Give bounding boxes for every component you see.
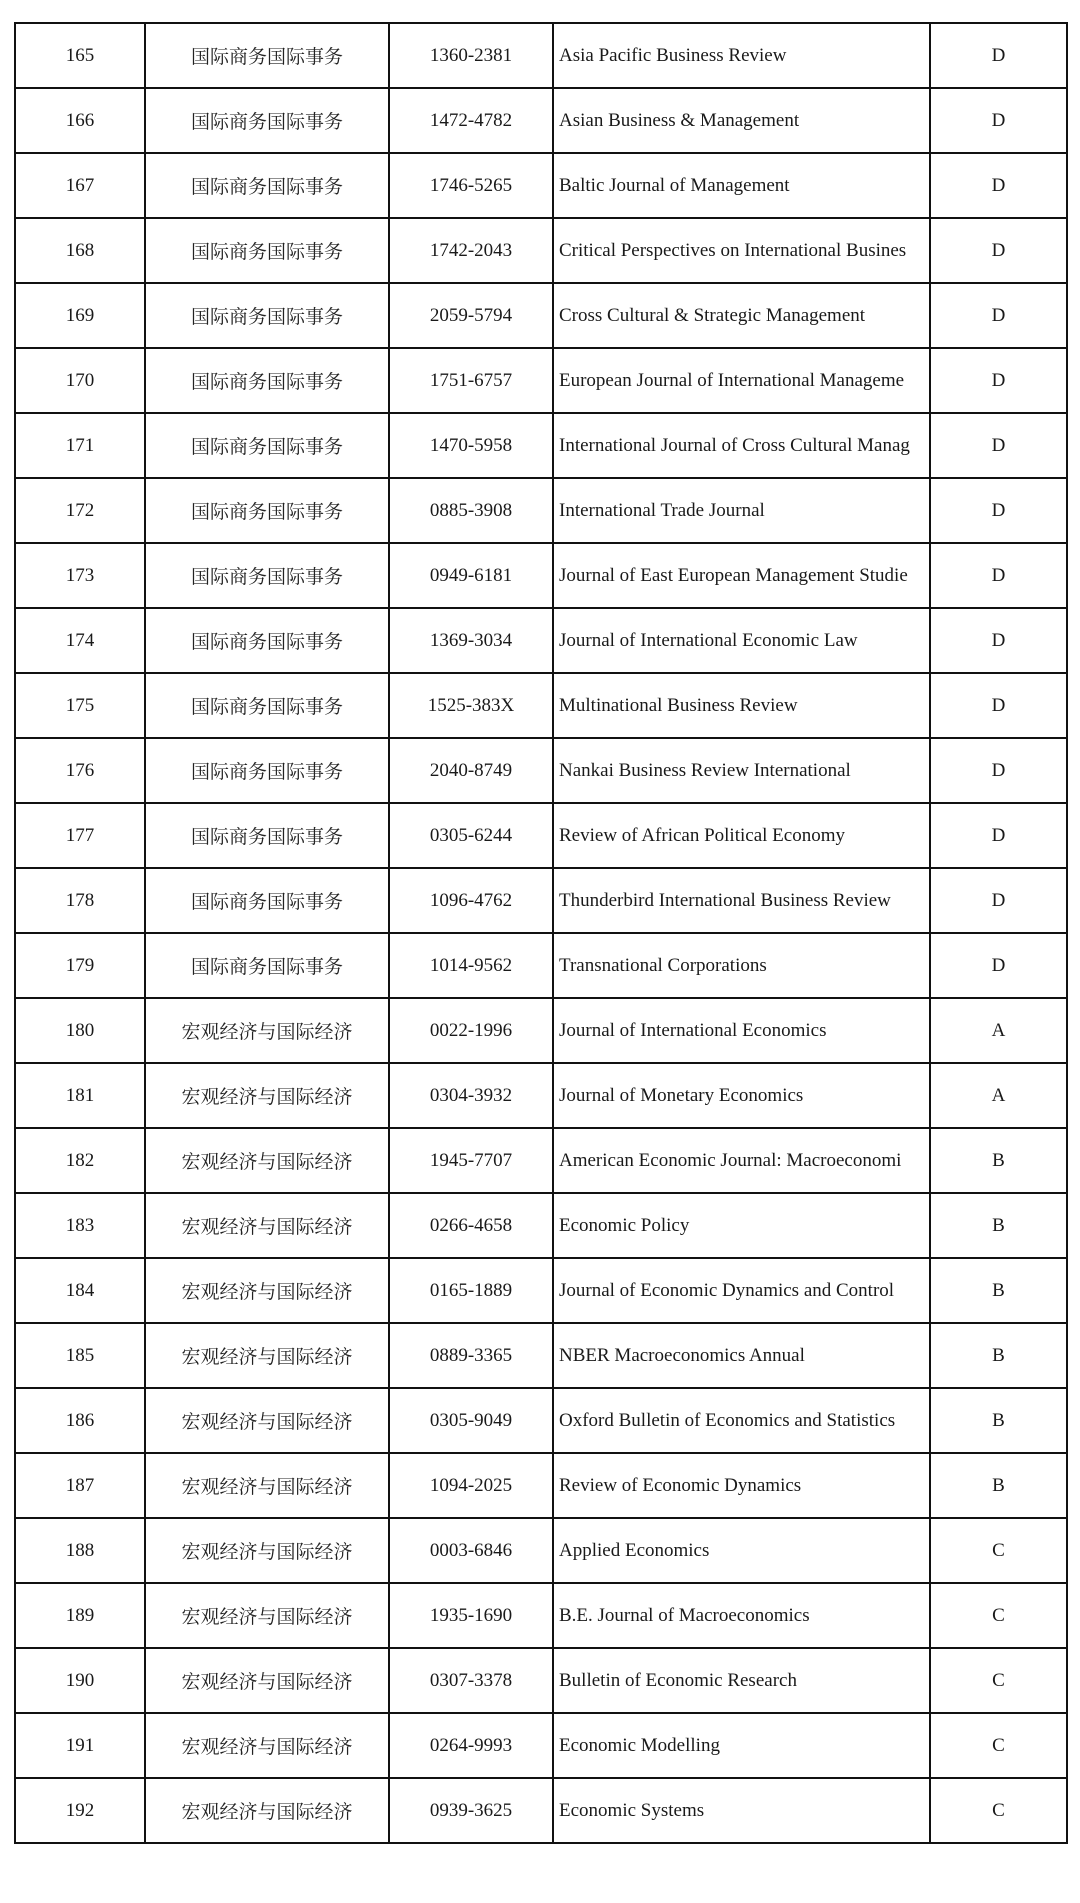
table-row bbox=[15, 868, 1067, 933]
journal-name-cell: Journal of Economic Dynamics and Control bbox=[553, 1258, 930, 1323]
issn-cell: 1369-3034 bbox=[389, 608, 553, 673]
row-number: 172 bbox=[15, 478, 145, 543]
journal-name-cell: B.E. Journal of Macroeconomics bbox=[553, 1583, 930, 1648]
issn-cell: 1094-2025 bbox=[389, 1453, 553, 1518]
row-number: 173 bbox=[15, 543, 145, 608]
category-cell: 国际商务国际事务 bbox=[145, 478, 389, 543]
row-number: 171 bbox=[15, 413, 145, 478]
row-number: 191 bbox=[15, 1713, 145, 1778]
journal-name-cell: Economic Policy bbox=[553, 1193, 930, 1258]
journal-name-cell: NBER Macroeconomics Annual bbox=[553, 1323, 930, 1388]
rank-cell: D bbox=[930, 218, 1067, 283]
journal-name-cell: Cross Cultural & Strategic Management bbox=[553, 283, 930, 348]
issn-cell: 0165-1889 bbox=[389, 1258, 553, 1323]
rank-cell: D bbox=[930, 738, 1067, 803]
issn-cell: 1470-5958 bbox=[389, 413, 553, 478]
issn-cell: 2040-8749 bbox=[389, 738, 553, 803]
table-row bbox=[15, 283, 1067, 348]
journal-name-cell: Critical Perspectives on International Busines bbox=[553, 218, 930, 283]
table-row bbox=[15, 1518, 1067, 1583]
issn-cell: 1360-2381 bbox=[389, 23, 553, 88]
rank-cell: D bbox=[930, 478, 1067, 543]
issn-cell: 1472-4782 bbox=[389, 88, 553, 153]
category-cell: 国际商务国际事务 bbox=[145, 933, 389, 998]
category-cell: 宏观经济与国际经济 bbox=[145, 1713, 389, 1778]
rank-cell: D bbox=[930, 673, 1067, 738]
table-row bbox=[15, 1323, 1067, 1388]
row-number: 181 bbox=[15, 1063, 145, 1128]
rank-cell: B bbox=[930, 1453, 1067, 1518]
rank-cell: C bbox=[930, 1778, 1067, 1843]
row-number: 188 bbox=[15, 1518, 145, 1583]
issn-cell: 0304-3932 bbox=[389, 1063, 553, 1128]
row-number: 176 bbox=[15, 738, 145, 803]
row-number: 186 bbox=[15, 1388, 145, 1453]
journal-name-cell: European Journal of International Manageme bbox=[553, 348, 930, 413]
row-number: 192 bbox=[15, 1778, 145, 1843]
rank-cell: D bbox=[930, 88, 1067, 153]
rank-cell: D bbox=[930, 608, 1067, 673]
table-row bbox=[15, 1648, 1067, 1713]
issn-cell: 0885-3908 bbox=[389, 478, 553, 543]
table-row bbox=[15, 413, 1067, 478]
journal-name-cell: Journal of East European Management Studie bbox=[553, 543, 930, 608]
rank-cell: C bbox=[930, 1648, 1067, 1713]
issn-cell: 0307-3378 bbox=[389, 1648, 553, 1713]
table-row bbox=[15, 998, 1067, 1063]
issn-cell: 0264-9993 bbox=[389, 1713, 553, 1778]
category-cell: 宏观经济与国际经济 bbox=[145, 1648, 389, 1713]
issn-cell: 2059-5794 bbox=[389, 283, 553, 348]
issn-cell: 0266-4658 bbox=[389, 1193, 553, 1258]
table-row bbox=[15, 1713, 1067, 1778]
row-number: 174 bbox=[15, 608, 145, 673]
journal-name-cell: Thunderbird International Business Review bbox=[553, 868, 930, 933]
rank-cell: C bbox=[930, 1713, 1067, 1778]
category-cell: 国际商务国际事务 bbox=[145, 23, 389, 88]
journal-name-cell: Asian Business & Management bbox=[553, 88, 930, 153]
category-cell: 国际商务国际事务 bbox=[145, 348, 389, 413]
row-number: 190 bbox=[15, 1648, 145, 1713]
rank-cell: B bbox=[930, 1193, 1067, 1258]
issn-cell: 0305-6244 bbox=[389, 803, 553, 868]
journal-name-cell: Asia Pacific Business Review bbox=[553, 23, 930, 88]
table-row bbox=[15, 543, 1067, 608]
rank-cell: B bbox=[930, 1258, 1067, 1323]
journal-name-cell: Bulletin of Economic Research bbox=[553, 1648, 930, 1713]
journal-name-cell: Multinational Business Review bbox=[553, 673, 930, 738]
rank-cell: A bbox=[930, 998, 1067, 1063]
table-row bbox=[15, 608, 1067, 673]
category-cell: 国际商务国际事务 bbox=[145, 673, 389, 738]
row-number: 179 bbox=[15, 933, 145, 998]
table-row bbox=[15, 1193, 1067, 1258]
journal-name-cell: Economic Systems bbox=[553, 1778, 930, 1843]
table-row bbox=[15, 478, 1067, 543]
category-cell: 宏观经济与国际经济 bbox=[145, 1583, 389, 1648]
table-row bbox=[15, 1453, 1067, 1518]
category-cell: 国际商务国际事务 bbox=[145, 413, 389, 478]
table-row bbox=[15, 1388, 1067, 1453]
journal-name-cell: Applied Economics bbox=[553, 1518, 930, 1583]
table-row bbox=[15, 218, 1067, 283]
category-cell: 宏观经济与国际经济 bbox=[145, 1258, 389, 1323]
journal-name-cell: Oxford Bulletin of Economics and Statistics bbox=[553, 1388, 930, 1453]
rank-cell: D bbox=[930, 868, 1067, 933]
rank-cell: D bbox=[930, 283, 1067, 348]
journal-name-cell: Journal of International Economic Law bbox=[553, 608, 930, 673]
category-cell: 国际商务国际事务 bbox=[145, 868, 389, 933]
row-number: 177 bbox=[15, 803, 145, 868]
row-number: 184 bbox=[15, 1258, 145, 1323]
rank-cell: B bbox=[930, 1128, 1067, 1193]
issn-cell: 0889-3365 bbox=[389, 1323, 553, 1388]
category-cell: 宏观经济与国际经济 bbox=[145, 1453, 389, 1518]
journal-name-cell: International Trade Journal bbox=[553, 478, 930, 543]
category-cell: 宏观经济与国际经济 bbox=[145, 1128, 389, 1193]
table-row bbox=[15, 88, 1067, 153]
issn-cell: 0305-9049 bbox=[389, 1388, 553, 1453]
rank-cell: C bbox=[930, 1518, 1067, 1583]
category-cell: 宏观经济与国际经济 bbox=[145, 1388, 389, 1453]
row-number: 185 bbox=[15, 1323, 145, 1388]
journal-ranking-table bbox=[14, 22, 1068, 1844]
journal-name-cell: Baltic Journal of Management bbox=[553, 153, 930, 218]
row-number: 187 bbox=[15, 1453, 145, 1518]
row-number: 166 bbox=[15, 88, 145, 153]
category-cell: 国际商务国际事务 bbox=[145, 283, 389, 348]
row-number: 180 bbox=[15, 998, 145, 1063]
issn-cell: 1096-4762 bbox=[389, 868, 553, 933]
issn-cell: 0022-1996 bbox=[389, 998, 553, 1063]
journal-name-cell: American Economic Journal: Macroeconomi bbox=[553, 1128, 930, 1193]
journal-name-cell: Journal of Monetary Economics bbox=[553, 1063, 930, 1128]
rank-cell: D bbox=[930, 153, 1067, 218]
journal-name-cell: International Journal of Cross Cultural Manag bbox=[553, 413, 930, 478]
rank-cell: D bbox=[930, 803, 1067, 868]
row-number: 167 bbox=[15, 153, 145, 218]
table-row bbox=[15, 933, 1067, 998]
table-row bbox=[15, 23, 1067, 88]
row-number: 169 bbox=[15, 283, 145, 348]
category-cell: 国际商务国际事务 bbox=[145, 803, 389, 868]
rank-cell: D bbox=[930, 543, 1067, 608]
row-number: 170 bbox=[15, 348, 145, 413]
row-number: 183 bbox=[15, 1193, 145, 1258]
issn-cell: 0949-6181 bbox=[389, 543, 553, 608]
journal-name-cell: Journal of International Economics bbox=[553, 998, 930, 1063]
issn-cell: 1945-7707 bbox=[389, 1128, 553, 1193]
table-row bbox=[15, 153, 1067, 218]
table-row bbox=[15, 1258, 1067, 1323]
row-number: 165 bbox=[15, 23, 145, 88]
category-cell: 国际商务国际事务 bbox=[145, 88, 389, 153]
rank-cell: A bbox=[930, 1063, 1067, 1128]
row-number: 175 bbox=[15, 673, 145, 738]
table-row bbox=[15, 673, 1067, 738]
issn-cell: 1014-9562 bbox=[389, 933, 553, 998]
table-row bbox=[15, 1778, 1067, 1843]
journal-name-cell: Transnational Corporations bbox=[553, 933, 930, 998]
category-cell: 宏观经济与国际经济 bbox=[145, 1323, 389, 1388]
category-cell: 国际商务国际事务 bbox=[145, 608, 389, 673]
table-row bbox=[15, 1128, 1067, 1193]
table-row bbox=[15, 348, 1067, 413]
journal-name-cell: Nankai Business Review International bbox=[553, 738, 930, 803]
rank-cell: B bbox=[930, 1388, 1067, 1453]
rank-cell: D bbox=[930, 413, 1067, 478]
rank-cell: C bbox=[930, 1583, 1067, 1648]
journal-name-cell: Review of African Political Economy bbox=[553, 803, 930, 868]
issn-cell: 1935-1690 bbox=[389, 1583, 553, 1648]
row-number: 189 bbox=[15, 1583, 145, 1648]
issn-cell: 1746-5265 bbox=[389, 153, 553, 218]
table-row bbox=[15, 1063, 1067, 1128]
category-cell: 宏观经济与国际经济 bbox=[145, 1193, 389, 1258]
row-number: 178 bbox=[15, 868, 145, 933]
row-number: 168 bbox=[15, 218, 145, 283]
journal-name-cell: Review of Economic Dynamics bbox=[553, 1453, 930, 1518]
rank-cell: D bbox=[930, 23, 1067, 88]
category-cell: 国际商务国际事务 bbox=[145, 218, 389, 283]
journal-name-cell: Economic Modelling bbox=[553, 1713, 930, 1778]
issn-cell: 0939-3625 bbox=[389, 1778, 553, 1843]
category-cell: 宏观经济与国际经济 bbox=[145, 1063, 389, 1128]
issn-cell: 1742-2043 bbox=[389, 218, 553, 283]
category-cell: 宏观经济与国际经济 bbox=[145, 1518, 389, 1583]
table-row bbox=[15, 738, 1067, 803]
rank-cell: D bbox=[930, 933, 1067, 998]
table-row bbox=[15, 1583, 1067, 1648]
category-cell: 国际商务国际事务 bbox=[145, 738, 389, 803]
table-body bbox=[15, 23, 1067, 1843]
category-cell: 国际商务国际事务 bbox=[145, 153, 389, 218]
issn-cell: 1751-6757 bbox=[389, 348, 553, 413]
issn-cell: 1525-383X bbox=[389, 673, 553, 738]
table-row bbox=[15, 803, 1067, 868]
category-cell: 宏观经济与国际经济 bbox=[145, 998, 389, 1063]
journal-table-container bbox=[14, 22, 1066, 1844]
category-cell: 宏观经济与国际经济 bbox=[145, 1778, 389, 1843]
rank-cell: B bbox=[930, 1323, 1067, 1388]
row-number: 182 bbox=[15, 1128, 145, 1193]
rank-cell: D bbox=[930, 348, 1067, 413]
category-cell: 国际商务国际事务 bbox=[145, 543, 389, 608]
issn-cell: 0003-6846 bbox=[389, 1518, 553, 1583]
